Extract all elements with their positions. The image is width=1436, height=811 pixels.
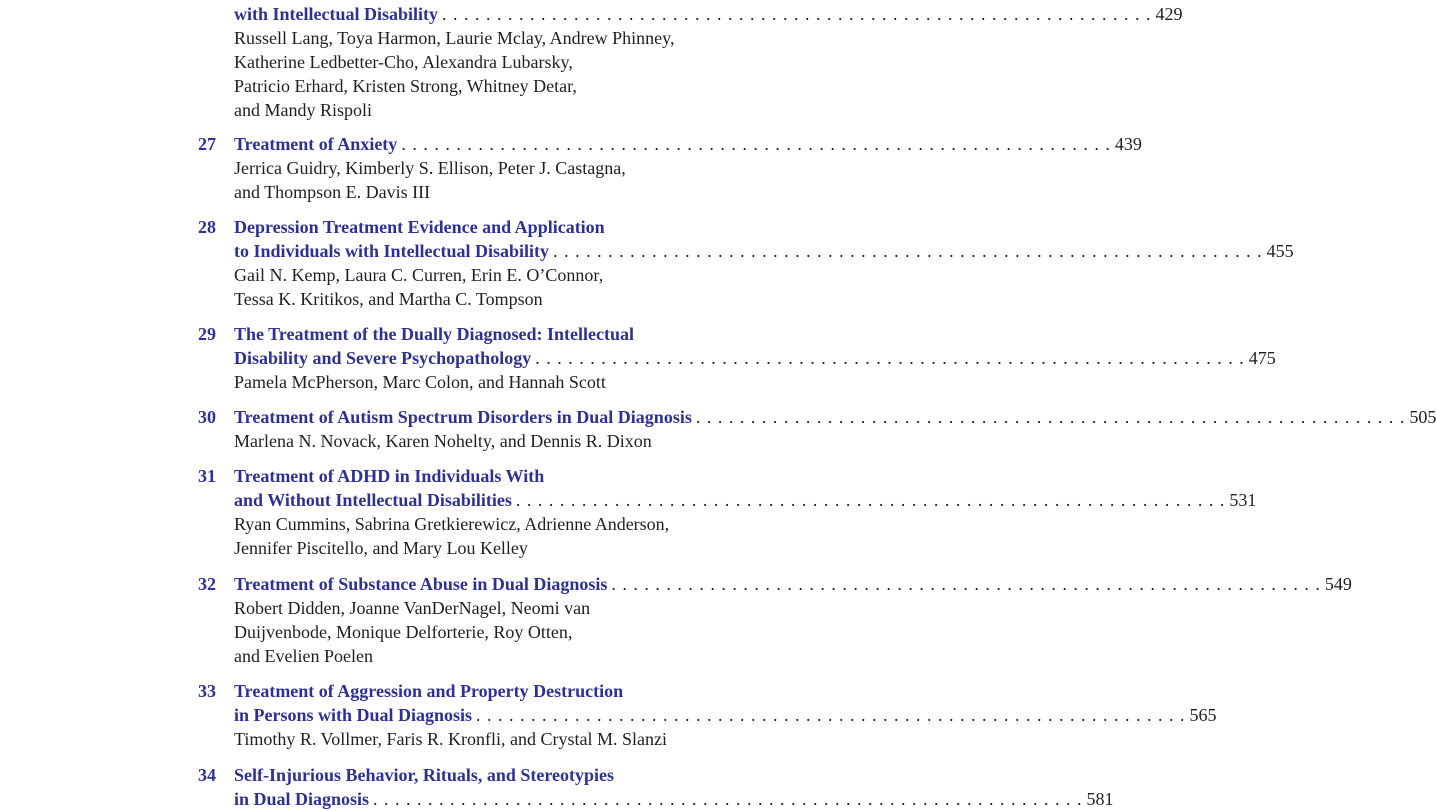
page-number: 549 — [1324, 574, 1352, 594]
chapter-title-line[interactable] — [234, 787, 1114, 811]
chapter-authors: Gail N. Kemp, Laura C. Curren, Erin E. O’Connor, — [234, 265, 604, 285]
page-number: 505 — [1409, 407, 1436, 427]
page-number: 429 — [1155, 4, 1183, 24]
dot-leader: . . . . . . . . . . . . . . . . . . . . . . . . . . . . . . . . . . . . . . . . . . . . . . . . . . . . . . . . . . . . . . . . . — [611, 574, 1321, 594]
chapter-authors: and Evelien Poelen — [234, 646, 373, 666]
chapter-title-line[interactable] — [234, 488, 1257, 512]
chapter-authors: Tessa K. Kritikos, and Martha C. Tompson — [234, 289, 543, 309]
chapter-title-line[interactable] — [234, 239, 1294, 263]
dot-leader: . . . . . . . . . . . . . . . . . . . . . . . . . . . . . . . . . . . . . . . . . . . . . . . . . . . . . . . . . . . . . . . . . — [695, 407, 1406, 427]
chapter-title-line[interactable] — [234, 215, 784, 239]
chapter-title-line[interactable] — [234, 322, 784, 346]
chapter-number: 27 — [198, 134, 216, 154]
chapter-authors: Jerrica Guidry, Kimberly S. Ellison, Peter J. Castagna, — [234, 158, 626, 178]
chapter-title[interactable]: Treatment of ADHD in Individuals With — [234, 466, 545, 486]
chapter-authors: Duijvenbode, Monique Delforterie, Roy Otten, — [234, 622, 573, 642]
page-number: 565 — [1189, 705, 1217, 725]
chapter-authors: Timothy R. Vollmer, Faris R. Kronfli, and Crystal M. Slanzi — [234, 729, 667, 749]
chapter-title-line[interactable] — [234, 679, 784, 703]
chapter-number: 31 — [198, 466, 216, 486]
dot-leader: . . . . . . . . . . . . . . . . . . . . . . . . . . . . . . . . . . . . . . . . . . . . . . . . . . . . . . . . . . . . . . . . . — [553, 241, 1263, 261]
chapter-authors: Ryan Cummins, Sabrina Gretkierewicz, Adrienne Anderson, — [234, 514, 670, 534]
chapter-title-line[interactable] — [234, 405, 1436, 429]
page-number: 531 — [1229, 490, 1257, 510]
chapter-authors: and Mandy Rispoli — [234, 100, 372, 120]
dot-leader: . . . . . . . . . . . . . . . . . . . . . . . . . . . . . . . . . . . . . . . . . . . . . . . . . . . . . . . . . . . . . . . . . — [373, 789, 1083, 809]
chapter-authors: Katherine Ledbetter-Cho, Alexandra Lubarsky, — [234, 52, 573, 72]
chapter-title-line[interactable] — [234, 572, 1352, 596]
chapter-authors: Jennifer Piscitello, and Mary Lou Kelley — [234, 538, 528, 558]
chapter-title[interactable]: in Dual Diagnosis — [234, 789, 370, 809]
chapter-title[interactable]: Depression Treatment Evidence and Application — [234, 217, 605, 237]
chapter-number: 32 — [198, 574, 216, 594]
page-number: 475 — [1248, 348, 1276, 368]
chapter-authors: Patricio Erhard, Kristen Strong, Whitney Detar, — [234, 76, 577, 96]
chapter-authors: Russell Lang, Toya Harmon, Laurie Mclay, Andrew Phinney, — [234, 28, 675, 48]
chapter-title[interactable]: Treatment of Substance Abuse in Dual Diagnosis — [234, 574, 608, 594]
chapter-title[interactable]: to Individuals with Intellectual Disability — [234, 241, 550, 261]
chapter-title-line[interactable] — [234, 464, 784, 488]
chapter-authors: Robert Didden, Joanne VanDerNagel, Neomi van — [234, 598, 591, 618]
chapter-title[interactable]: The Treatment of the Dually Diagnosed: Intellectual — [234, 324, 634, 344]
dot-leader: . . . . . . . . . . . . . . . . . . . . . . . . . . . . . . . . . . . . . . . . . . . . . . . . . . . . . . . . . . . . . . . . . — [401, 134, 1111, 154]
dot-leader: . . . . . . . . . . . . . . . . . . . . . . . . . . . . . . . . . . . . . . . . . . . . . . . . . . . . . . . . . . . . . . . . . — [476, 705, 1186, 725]
chapter-title[interactable]: Self-Injurious Behavior, Rituals, and Stereotypies — [234, 765, 615, 785]
chapter-title[interactable]: Treatment of Aggression and Property Destruction — [234, 681, 624, 701]
chapter-title[interactable]: Disability and Severe Psychopathology — [234, 348, 532, 368]
chapter-number: 34 — [198, 765, 216, 785]
chapter-title-line[interactable] — [234, 2, 1183, 26]
chapter-title-line[interactable] — [234, 346, 1276, 370]
chapter-number: 28 — [198, 217, 216, 237]
chapter-title[interactable]: and Without Intellectual Disabilities — [234, 490, 512, 510]
chapter-number: 29 — [198, 324, 216, 344]
chapter-title[interactable]: with Intellectual Disability — [234, 4, 439, 24]
dot-leader: . . . . . . . . . . . . . . . . . . . . . . . . . . . . . . . . . . . . . . . . . . . . . . . . . . . . . . . . . . . . . . . . . — [442, 4, 1152, 24]
page-number: 581 — [1086, 789, 1114, 809]
chapter-title-line[interactable] — [234, 132, 1142, 156]
chapter-number: 33 — [198, 681, 216, 701]
chapter-authors: and Thompson E. Davis III — [234, 182, 431, 202]
chapter-authors: Marlena N. Novack, Karen Nohelty, and Dennis R. Dixon — [234, 431, 652, 451]
page-number: 439 — [1114, 134, 1142, 154]
chapter-title[interactable]: Treatment of Anxiety — [234, 134, 398, 154]
dot-leader: . . . . . . . . . . . . . . . . . . . . . . . . . . . . . . . . . . . . . . . . . . . . . . . . . . . . . . . . . . . . . . . . . — [535, 348, 1245, 368]
dot-leader: . . . . . . . . . . . . . . . . . . . . . . . . . . . . . . . . . . . . . . . . . . . . . . . . . . . . . . . . . . . . . . . . . — [515, 490, 1226, 510]
page-number: 455 — [1266, 241, 1294, 261]
chapter-title[interactable]: in Persons with Dual Diagnosis — [234, 705, 473, 725]
chapter-authors: Pamela McPherson, Marc Colon, and Hannah Scott — [234, 372, 606, 392]
chapter-title-line[interactable] — [234, 763, 784, 787]
chapter-title[interactable]: Treatment of Autism Spectrum Disorders in Dual Diagnosis — [234, 407, 692, 427]
chapter-number: 30 — [198, 407, 216, 427]
chapter-title-line[interactable] — [234, 703, 1217, 727]
